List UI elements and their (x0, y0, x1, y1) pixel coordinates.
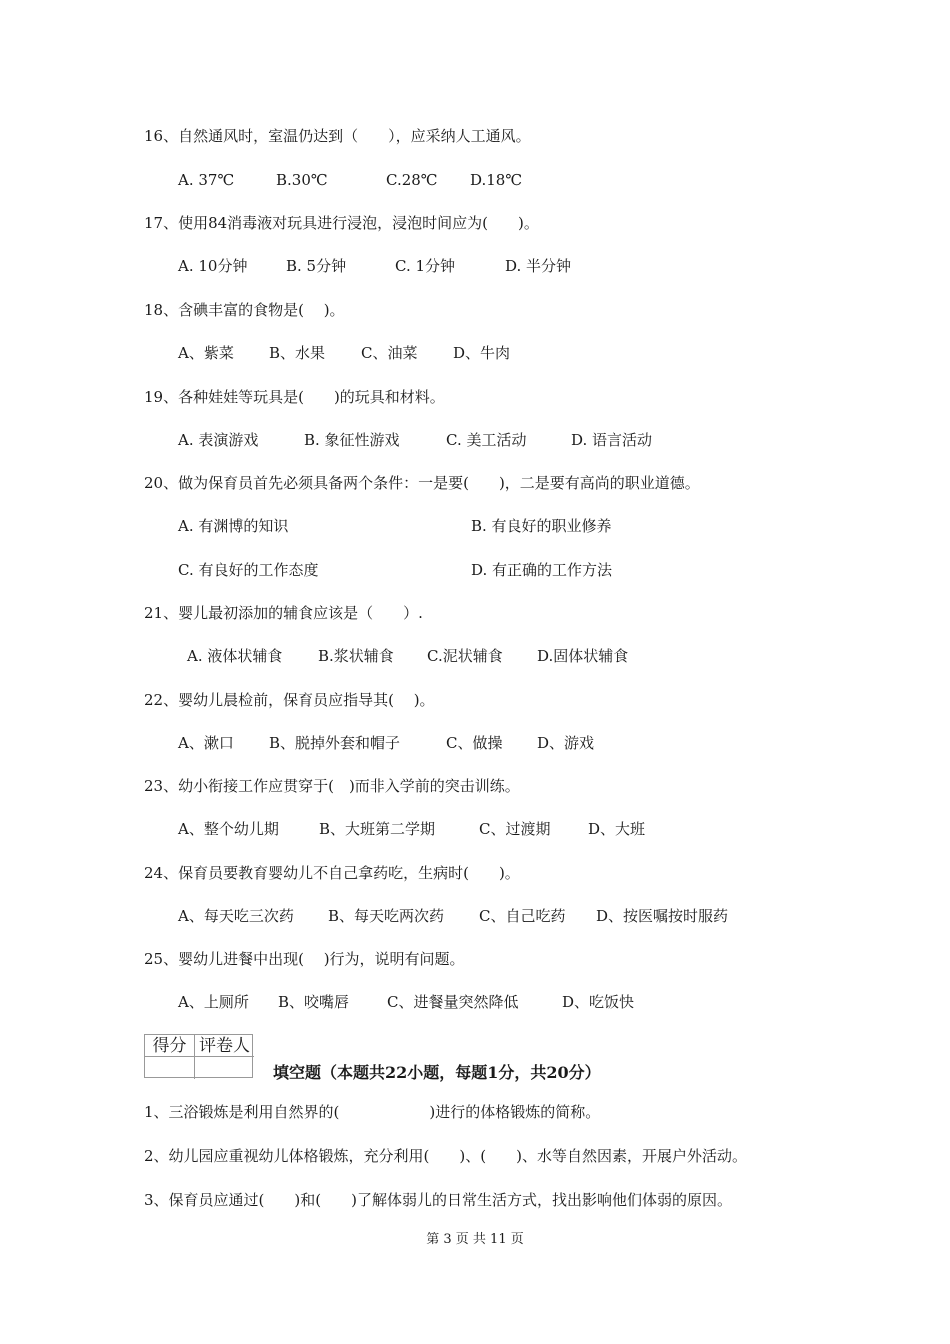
grader-cell[interactable] (195, 1057, 254, 1079)
score-label: 得分 (145, 1035, 195, 1057)
grader-label: 评卷人 (195, 1035, 254, 1057)
option-19a: A. 表演游戏 (178, 431, 259, 449)
option-22c: C、做操 (446, 734, 503, 752)
option-21d: D.固体状辅食 (537, 647, 629, 665)
option-18a: A、紫菜 (178, 344, 234, 362)
option-23d: D、大班 (588, 820, 646, 838)
question-22: 22、婴幼儿晨检前，保育员应指导其( )。 (144, 691, 435, 709)
option-16b: B.30℃ (276, 171, 328, 189)
option-24c: C、自己吃药 (479, 907, 566, 925)
option-20a: A. 有渊博的知识 (178, 517, 289, 535)
fill-blank-2: 2、幼儿园应重视幼儿体格锻炼，充分利用( )、( )、水等自然因素，开展户外活动。 (144, 1147, 747, 1165)
option-18b: B、水果 (269, 344, 326, 362)
option-22a: A、漱口 (178, 734, 234, 752)
score-table (144, 1034, 253, 1078)
option-24b: B、每天吃两次药 (328, 907, 445, 925)
option-16d: D.18℃ (470, 171, 523, 189)
question-23: 23、幼小衔接工作应贯穿于( )而非入学前的突击训练。 (144, 777, 520, 795)
fill-blank-3: 3、保育员应通过( )和( )了解体弱儿的日常生活方式，找出影响他们体弱的原因。 (144, 1191, 732, 1209)
option-24a: A、每天吃三次药 (178, 907, 294, 925)
option-20c: C. 有良好的工作态度 (178, 561, 319, 579)
option-20b: B. 有良好的职业修养 (471, 517, 612, 535)
option-18d: D、牛肉 (453, 344, 511, 362)
fill-blank-1: 1、三浴锻炼是利用自然界的( )进行的体格锻炼的简称。 (144, 1103, 601, 1121)
option-21b: B.浆状辅食 (318, 647, 394, 665)
question-16: 16、自然通风时，室温仍达到（ ），应采纳人工通风。 (144, 127, 531, 145)
section-title: 填空题（本题共22小题，每题1分，共20分） (273, 1063, 601, 1082)
option-17a: A. 10分钟 (178, 257, 248, 275)
option-25c: C、进餐量突然降低 (387, 993, 519, 1011)
option-18c: C、油菜 (361, 344, 418, 362)
option-23c: C、过渡期 (479, 820, 551, 838)
question-25: 25、婴幼儿进餐中出现( )行为，说明有问题。 (144, 950, 465, 968)
question-20: 20、做为保育员首先必须具备两个条件：一是要( )，二是要有高尚的职业道德。 (144, 474, 700, 492)
option-17d: D. 半分钟 (505, 257, 572, 275)
option-17b: B. 5分钟 (286, 257, 347, 275)
question-24: 24、保育员要教育婴幼儿不自己拿药吃，生病时( )。 (144, 864, 520, 882)
option-21a: A. 液体状辅食 (187, 647, 283, 665)
question-21: 21、婴儿最初添加的辅食应该是（ ）. (144, 604, 423, 622)
option-23a: A、整个幼儿期 (178, 820, 279, 838)
option-21c: C.泥状辅食 (427, 647, 503, 665)
question-19: 19、各种娃娃等玩具是( )的玩具和材料。 (144, 388, 445, 406)
option-19d: D. 语言活动 (571, 431, 653, 449)
option-16c: C.28℃ (386, 171, 438, 189)
option-22b: B、脱掉外套和帽子 (269, 734, 401, 752)
option-25a: A、上厕所 (178, 993, 249, 1011)
page-footer: 第 3 页 共 11 页 (426, 1232, 524, 1247)
option-19b: B. 象征性游戏 (304, 431, 400, 449)
question-18: 18、含碘丰富的食物是( )。 (144, 301, 345, 319)
question-17: 17、使用84消毒液对玩具进行浸泡，浸泡时间应为( )。 (144, 214, 539, 232)
score-cell[interactable] (145, 1057, 195, 1079)
option-20d: D. 有正确的工作方法 (471, 561, 613, 579)
option-23b: B、大班第二学期 (319, 820, 436, 838)
option-16a: A. 37℃ (178, 171, 235, 189)
option-17c: C. 1分钟 (395, 257, 456, 275)
option-25d: D、吃饭快 (562, 993, 635, 1011)
option-24d: D、按医嘱按时服药 (596, 907, 729, 925)
option-19c: C. 美工活动 (446, 431, 527, 449)
option-22d: D、游戏 (537, 734, 595, 752)
option-25b: B、咬嘴唇 (278, 993, 350, 1011)
